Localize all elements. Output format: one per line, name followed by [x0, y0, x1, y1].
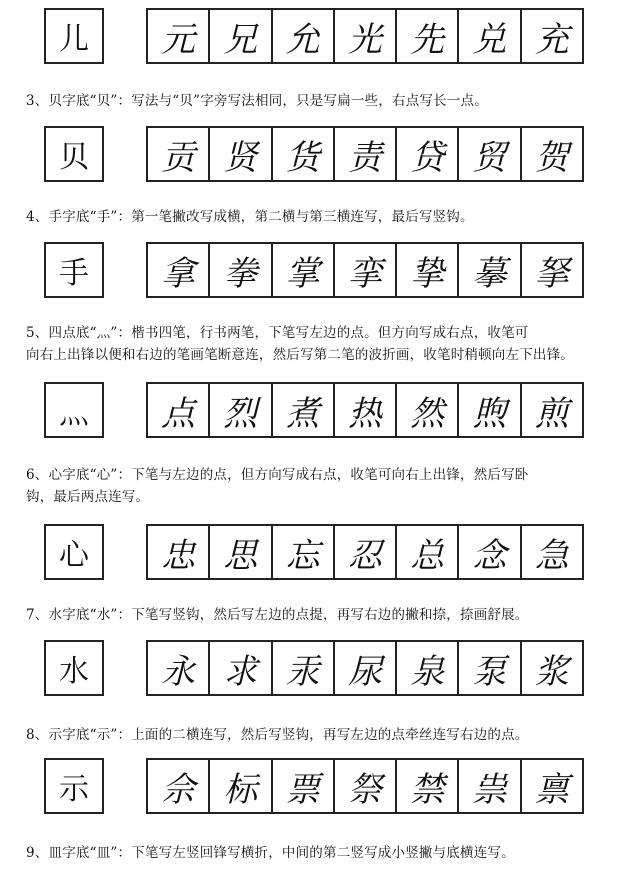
example-strip [146, 242, 584, 298]
description-6-line1: 6、心字底“心”：下笔与左边的点，但方向写成右点，收笔可向右上出锋，然后写卧 [26, 467, 529, 483]
example-char: 浆 [520, 642, 582, 694]
example-char: 忘 [271, 526, 333, 578]
example-char: 拳 [208, 244, 270, 296]
example-char: 热 [333, 384, 395, 436]
example-char: 祭 [333, 760, 395, 812]
example-char: 祟 [457, 760, 519, 812]
description-9: 9、皿字底“皿”：下笔写左竖回锋写横折，中间的第二竖写成小竖撇与底横连写。 [26, 845, 515, 861]
example-char: 允 [271, 10, 333, 62]
example-char: 忠 [161, 535, 196, 576]
practice-row-bei [0, 126, 640, 190]
description-7: 7、水字底“水”：下笔写竖钩，然后写左边的点提，再写右边的撇和捺，捺画舒展。 [26, 607, 529, 623]
practice-row-er [0, 8, 640, 72]
example-strip [146, 640, 584, 696]
example-char: 兄 [208, 10, 270, 62]
example-char: 先 [395, 10, 457, 62]
description-6-line2: 钩，最后两点连写。 [26, 489, 150, 505]
example-char: 货 [271, 128, 333, 180]
example-char: 点 [161, 393, 196, 434]
example-strip [146, 382, 584, 438]
example-char: 汞 [271, 642, 333, 694]
example-char: 挚 [395, 244, 457, 296]
example-char: 煦 [457, 384, 519, 436]
description-4: 4、手字底“手”：第一笔撇改写成横，第二横与第三横连写，最后写竖钩。 [26, 209, 474, 225]
description-5-line1: 5、四点底“灬”：楷书四笔，行书两笔，下笔写左边的点。但方向写成右点，收笔可 [26, 325, 529, 341]
example-char: 总 [395, 526, 457, 578]
example-strip [146, 758, 584, 814]
example-char: 拏 [520, 244, 582, 296]
example-char: 忍 [333, 526, 395, 578]
radical-box: 示 [44, 758, 104, 814]
practice-row-shou [0, 242, 640, 306]
practice-row-xin [0, 524, 640, 588]
example-char: 尿 [333, 642, 395, 694]
example-char: 贡 [161, 137, 196, 178]
example-char: 拿 [161, 253, 196, 294]
example-char: 挛 [333, 244, 395, 296]
example-char: 标 [208, 760, 270, 812]
radical-box: 水 [44, 640, 104, 696]
radical-box: 灬 [44, 382, 104, 438]
example-char: 兑 [457, 10, 519, 62]
example-char: 泉 [395, 642, 457, 694]
example-char: 元 [161, 19, 196, 60]
example-char: 掌 [271, 244, 333, 296]
radical-box: 儿 [44, 8, 104, 64]
example-char: 禀 [520, 760, 582, 812]
example-char: 光 [333, 10, 395, 62]
example-char: 责 [333, 128, 395, 180]
radical-box: 手 [44, 242, 104, 298]
practice-row-sidian [0, 382, 640, 446]
example-char: 摹 [457, 244, 519, 296]
description-8: 8、示字底“示”：上面的二横连写，然后写竖钩，再写左边的点牵丝连写右边的点。 [26, 727, 529, 743]
example-char: 急 [520, 526, 582, 578]
example-char: 贸 [457, 128, 519, 180]
description-3: 3、贝字底“贝”：写法与“贝”字旁写法相同，只是写扁一些，右点写长一点。 [26, 93, 488, 109]
practice-row-shi [0, 758, 640, 822]
example-strip [146, 8, 584, 64]
example-char: 求 [208, 642, 270, 694]
example-char: 充 [520, 10, 582, 62]
example-char: 票 [271, 760, 333, 812]
example-char: 煮 [271, 384, 333, 436]
radical-box: 心 [44, 524, 104, 580]
example-char: 念 [457, 526, 519, 578]
example-strip [146, 524, 584, 580]
example-char: 烈 [208, 384, 270, 436]
example-char: 永 [161, 651, 196, 692]
example-char: 然 [395, 384, 457, 436]
example-char: 泵 [457, 642, 519, 694]
example-char: 禁 [395, 760, 457, 812]
example-char: 煎 [520, 384, 582, 436]
practice-row-shui [0, 640, 640, 704]
example-char: 贺 [520, 128, 582, 180]
example-char: 佘 [161, 769, 196, 810]
example-char: 贤 [208, 128, 270, 180]
description-5-line2: 向右上出锋以便和右边的笔画笔断意连，然后写第二笔的波折画，收笔时稍顿向左下出锋。 [26, 347, 574, 363]
example-char: 贷 [395, 128, 457, 180]
example-char: 思 [208, 526, 270, 578]
radical-box: 贝 [44, 126, 104, 182]
example-strip [146, 126, 584, 182]
